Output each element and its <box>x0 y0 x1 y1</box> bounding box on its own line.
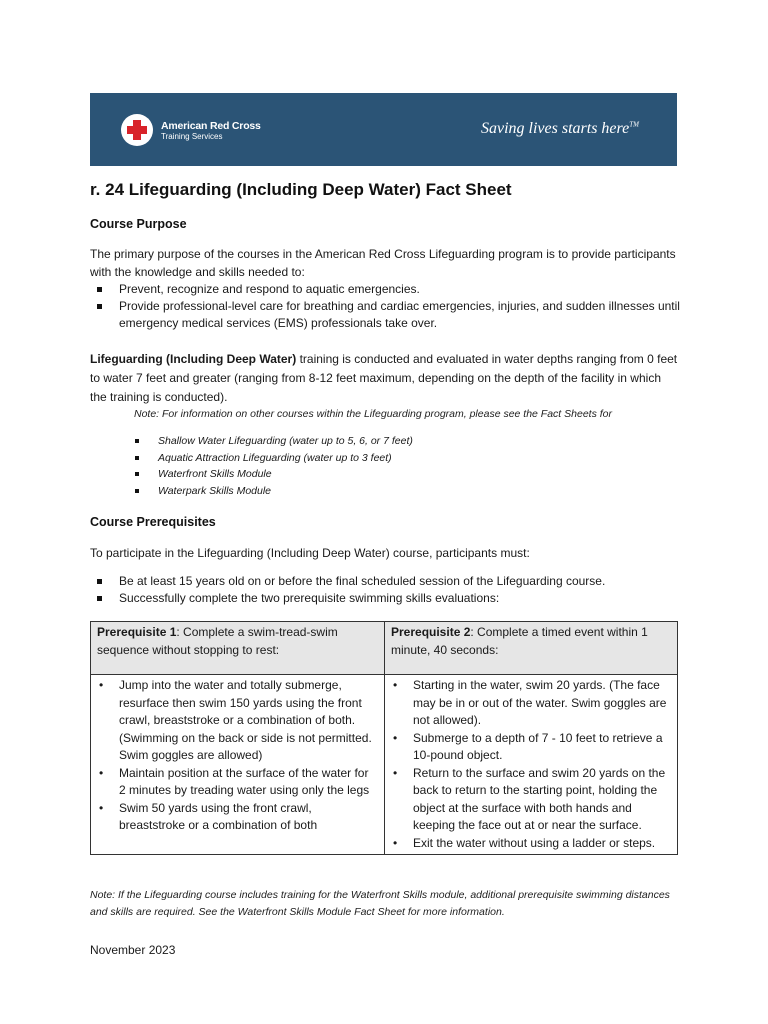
list-item: Provide professional-level care for breathing and cardiac emergencies, injuries, and sudden illnesses until emergency medical services (EMS) professionals take over. <box>90 298 680 332</box>
prerequisites-table <box>90 621 678 855</box>
waterfront-note: Note: If the Lifeguarding course includes training for the Waterfront Skills module, additional prerequisite swimming distances and skills are required. See the Waterfront Skills Module Fact Sheet for more information. <box>90 889 670 918</box>
list-item: Aquatic Attraction Lifeguarding (water up to 3 feet) <box>133 450 413 467</box>
org-name: American Red Cross <box>161 120 261 132</box>
org-subtitle: Training Services <box>161 132 223 141</box>
training-bold-lead: Lifeguarding (Including Deep Water) <box>90 352 297 366</box>
list-item: Prevent, recognize and respond to aquatic emergencies. <box>90 281 680 298</box>
course-prerequisites-heading: Course Prerequisites <box>90 515 216 529</box>
footer-date: November 2023 <box>90 943 176 957</box>
training-depth-paragraph: Lifeguarding (Including Deep Water) training is conducted and evaluated in water depths ranging from 0 feet to water 7 feet and greater (ranging from 8-12 feet maximum, depending on the depth of the facility in which the training is conducted). <box>90 352 678 404</box>
list-item: • Swim 50 yards using the front crawl, breaststroke or a combination of both <box>97 800 378 835</box>
other-courses-note: Note: For information on other courses within the Lifeguarding program, please see the Fact Sheets for <box>134 408 613 420</box>
course-purpose-heading: Course Purpose <box>90 217 187 231</box>
course-purpose-intro: The primary purpose of the courses in the American Red Cross Lifeguarding program is to provide participants with the knowledge and skills needed to: <box>90 247 676 279</box>
list-item: Successfully complete the two prerequisite swimming skills evaluations: <box>90 590 680 607</box>
list-item: Waterfront Skills Module <box>133 466 413 483</box>
course-prerequisites-intro: To participate in the Lifeguarding (Including Deep Water) course, participants must: <box>90 546 530 560</box>
other-courses-list <box>133 433 413 499</box>
prerequisite-2-header: Prerequisite 2: Complete a timed event within 1 minute, 40 seconds: <box>385 622 678 675</box>
list-item: Be at least 15 years old on or before the final scheduled session of the Lifeguarding course. <box>90 573 680 590</box>
page-title: r. 24 Lifeguarding (Including Deep Water) Fact Sheet <box>90 180 512 199</box>
red-cross-logo-icon <box>121 114 153 146</box>
prerequisite-1-header: Prerequisite 1: Complete a swim-tread-swim sequence without stopping to rest: <box>91 622 385 675</box>
list-item: Shallow Water Lifeguarding (water up to 5, 6, or 7 feet) <box>133 433 413 450</box>
list-item: • Jump into the water and totally submerge, resurface then swim 150 yards using the front crawl, breaststroke or a combination of both. (Swimming on the back or side is not permitted. Swim goggles are allowed) <box>97 677 378 765</box>
tagline: Saving lives starts here™ <box>480 120 639 137</box>
header-banner <box>90 93 677 166</box>
prerequisite-2-details <box>385 675 678 855</box>
course-purpose-list <box>90 281 680 332</box>
list-item: • Submerge to a depth of 7 - 10 feet to retrieve a 10-pound object. <box>391 730 671 765</box>
list-item: Waterpark Skills Module <box>133 483 413 500</box>
list-item: • Exit the water without using a ladder or steps. <box>391 835 671 853</box>
list-item: • Maintain position at the surface of the water for 2 minutes by treading water using only the legs <box>97 765 378 800</box>
course-prerequisites-list <box>90 573 680 607</box>
list-item: • Starting in the water, swim 20 yards. (The face may be in or out of the water. Swim goggles are not allowed). <box>391 677 671 730</box>
list-item: • Return to the surface and swim 20 yards on the back to return to the starting point, holding the object at the surface with both hands and keeping the face out at or near the surface. <box>391 765 671 835</box>
prerequisite-1-details <box>91 675 385 855</box>
trademark-mark: TM <box>629 120 639 129</box>
